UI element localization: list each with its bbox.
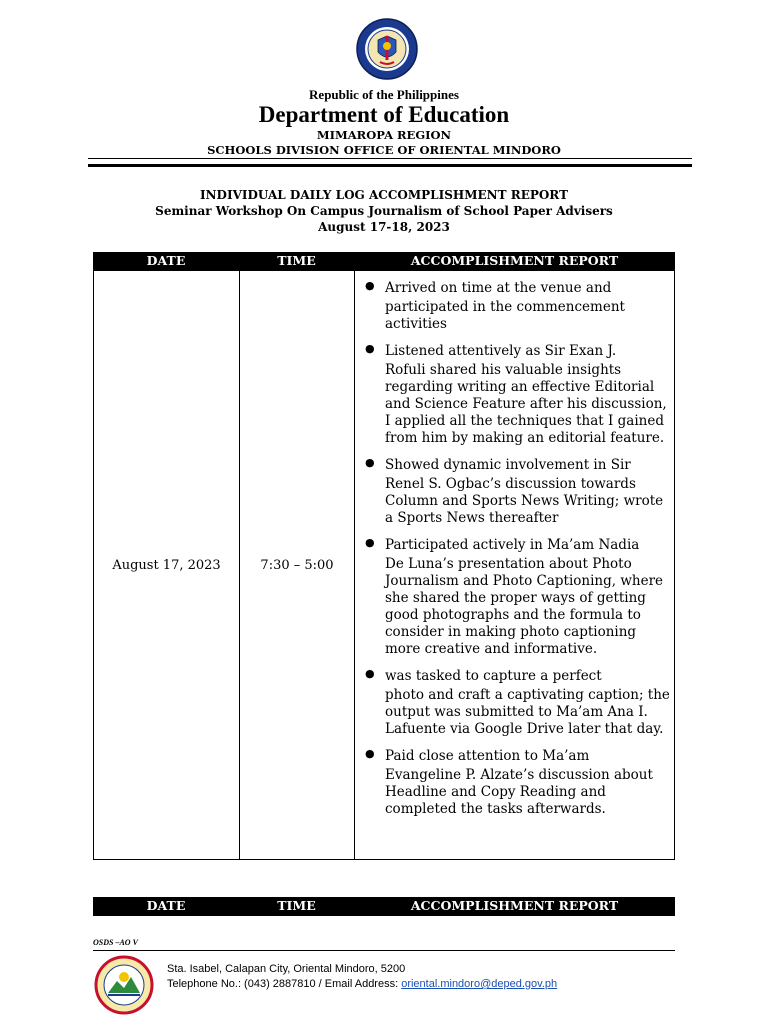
- report-dates: August 17-18, 2023: [318, 220, 450, 234]
- list-item: [365, 277, 670, 333]
- list-item-first-line: ● Showed dynamic involvement in Sir: [385, 457, 631, 473]
- list-item-rest: Rofuli shared his valuable insights regarding writing an effective Editorial and Science Feature after his discussion, I applied all the techniques that I gained from him by making an editorial feature.: [385, 362, 667, 446]
- list-item: [365, 534, 670, 658]
- accomplishment-list: [365, 277, 670, 825]
- list-item: [365, 745, 670, 818]
- department-name: Department of Education: [258, 102, 510, 127]
- footer-contact-line: [167, 977, 557, 992]
- list-item: [365, 454, 670, 527]
- footer-phone: Telephone No.: (043) 2887810 / Email Address:: [167, 978, 402, 990]
- deped-seal-icon: [356, 16, 418, 82]
- footer-contact: [167, 962, 557, 992]
- header-divider: [88, 164, 692, 167]
- time-cell: 7:30 – 5:00: [240, 271, 355, 859]
- table-header: [93, 252, 675, 271]
- list-item-first-line: ● Paid close attention to Ma’am: [385, 748, 590, 764]
- list-item-rest: Renel S. Ogbac’s discussion towards Column and Sports News Writing; wrote a Sports News thereafter: [385, 476, 664, 526]
- report-cell: [355, 271, 674, 859]
- footer-address: Sta. Isabel, Calapan City, Oriental Mindoro, 5200: [167, 963, 406, 975]
- division-office-seal-icon: [90, 955, 158, 1015]
- table-row: [93, 271, 675, 860]
- time-column-header: TIME: [277, 253, 316, 268]
- date-column-header: DATE: [146, 253, 186, 268]
- republic-label: Republic of the Philippines: [309, 87, 459, 102]
- list-item-rest: photo and craft a captivating caption; the output was submitted to Ma’am Ana I. Lafuente via Google Drive later that day.: [385, 687, 670, 737]
- date-cell: August 17, 2023: [94, 271, 240, 859]
- email-link[interactable]: oriental.mindoro@deped.gov.ph: [401, 978, 558, 990]
- list-item-first-line: ● Listened attentively as Sir Exan J.: [385, 343, 617, 359]
- report-title: INDIVIDUAL DAILY LOG ACCOMPLISHMENT REPORT: [199, 188, 569, 202]
- division-label: SCHOOLS DIVISION OFFICE OF ORIENTAL MINDORO: [207, 143, 561, 157]
- list-item: [365, 665, 670, 738]
- footer-divider: [93, 950, 675, 951]
- list-item-rest: Evangeline P. Alzate’s discussion about Headline and Copy Reading and completed the tasks afterwards.: [385, 767, 653, 817]
- time-column-header: TIME: [277, 898, 316, 913]
- list-item-first-line: ● was tasked to capture a perfect: [385, 668, 602, 684]
- date-column-header: DATE: [146, 898, 186, 913]
- region-label: MIMAROPA REGION: [316, 128, 452, 142]
- report-column-header: ACCOMPLISHMENT REPORT: [410, 253, 619, 268]
- table-header-continued: [93, 897, 675, 916]
- list-item: [365, 340, 670, 447]
- list-item-first-line: ● Arrived on time at the venue and: [385, 280, 612, 296]
- report-column-header: ACCOMPLISHMENT REPORT: [410, 898, 619, 913]
- list-item-rest: participated in the commencement activities: [385, 299, 625, 332]
- list-item-rest: De Luna’s presentation about Photo Journalism and Photo Captioning, where she shared the proper ways of getting good photographs and the formula to consider in making photo captioning more creative and informative.: [385, 556, 664, 657]
- report-subtitle: Seminar Workshop On Campus Journalism of School Paper Advisers: [155, 204, 613, 218]
- list-item-first-line: ● Participated actively in Ma’am Nadia: [385, 537, 640, 553]
- office-code: OSDS –AO V: [93, 938, 138, 947]
- header-divider-thin: [88, 158, 692, 159]
